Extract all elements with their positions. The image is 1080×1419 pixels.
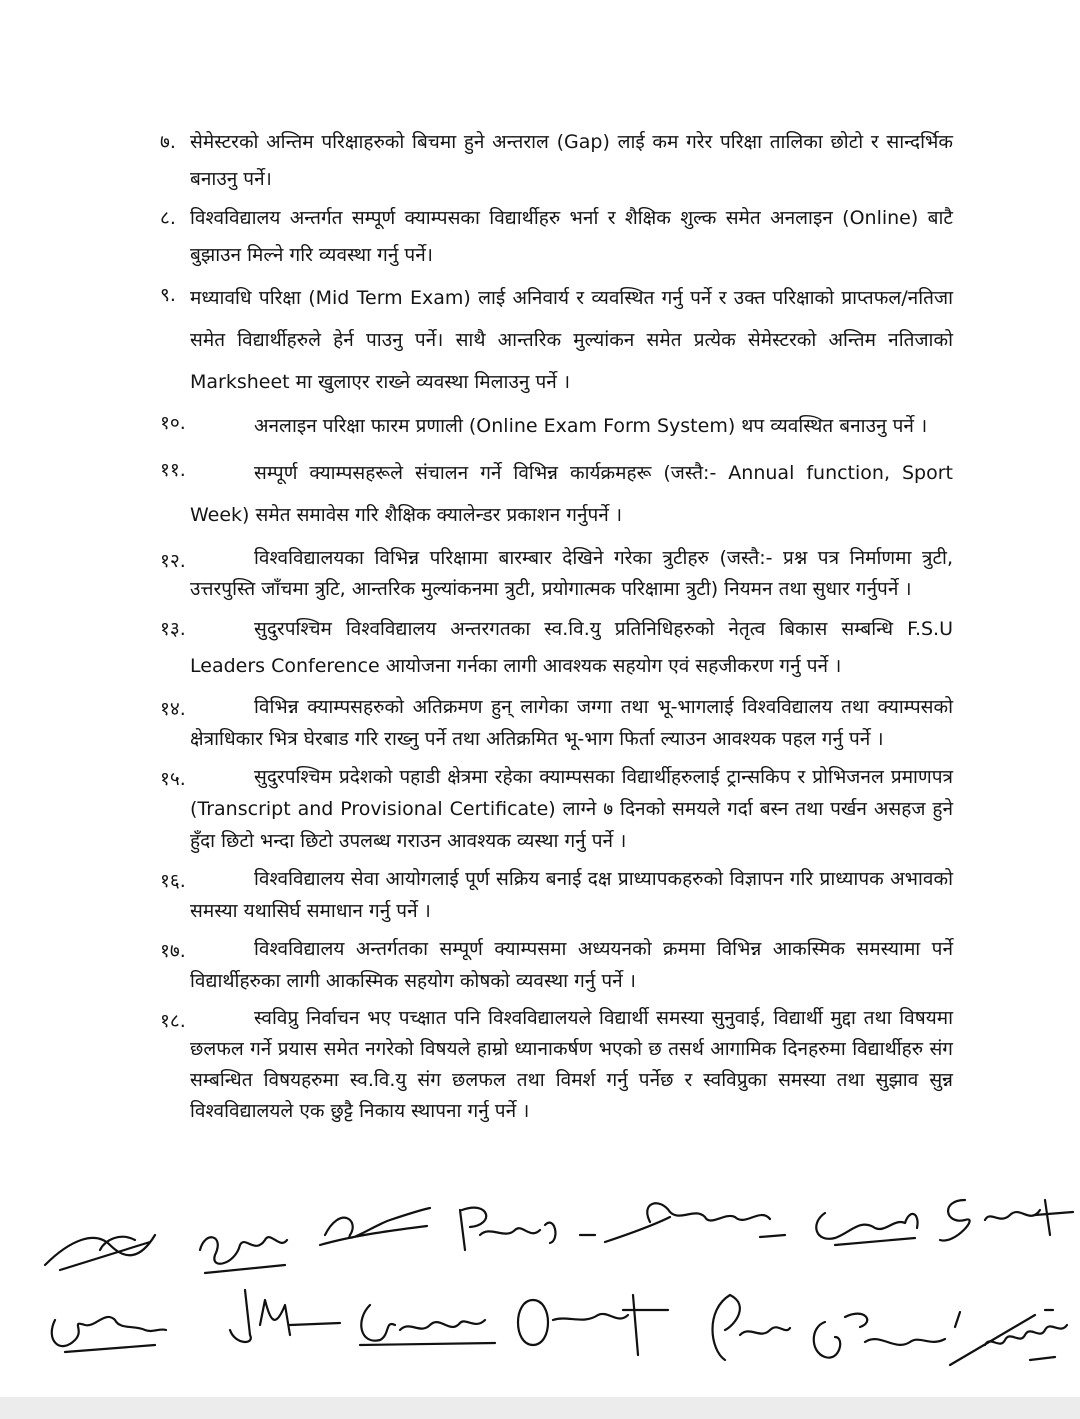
item-text: विश्वविद्यालय अन्तर्गत सम्पूर्ण क्याम्पसका विद्यार्थीहरु भर्ना र शैक्षिक शुल्क समेत अनलाइन (Online) बाटै बुझाउन मिल्ने गरि व्यवस्था गर्नु पर्ने। <box>190 207 953 266</box>
item-text: सुदुरपश्चिम विश्वविद्यालय अन्तरगतका स्व.वि.यु प्रतिनिधिहरुको नेतृत्व बिकास सम्बन्धि F.S.U Leaders Conference आयोजना गर्नका लागी आवश्यक सहयोग एवं सहजीकरण गर्नु पर्ने । <box>190 618 953 677</box>
signature-7 <box>935 1190 1075 1255</box>
item-text: सेमेस्टरको अन्तिम परिक्षाहरुको बिचमा हुने अन्तराल (Gap) लाई कम गरेर परिक्षा तालिका छोटो र सान्दर्भिक बनाउनु पर्ने। <box>190 131 953 190</box>
item-text: विभिन्न क्याम्पसहरुको अतिक्रमण हुन् लागेका जग्गा तथा भू-भागलाई विश्वविद्यालय तथा क्याम्पसको क्षेत्राधिकार भित्र घेरबाड गरि राख्नु पर्ने तथा अतिक्रमित भू-भाग फिर्ता ल्याउन आवश्यक पहल गर्नु पर्ने । <box>190 696 953 750</box>
signature-3 <box>315 1200 435 1255</box>
item-text: मध्यावधि परिक्षा (Mid Term Exam) लाई अनिवार्य र व्यवस्थित गर्नु पर्ने र उक्त परिक्षाको प्राप्तफल/नतिजा समेत विद्यार्थीहरुले हेर्न पाउनु पर्ने। साथै आन्तरिक मुल्यांकन समेत प्रत्येक सेमेस्टरको अन्तिम नतिजाको Marksheet मा खुलाएर राख्ने व्यवस्था मिलाउनु पर्ने । <box>190 287 953 393</box>
item-number: ७. <box>160 131 176 153</box>
item-text: विश्वविद्यालयका विभिन्न परिक्षामा बारम्बार देखिने गरेका त्रुटीहरु (जस्तै:- प्रश्न पत्र निर्माणमा त्रुटी, उत्तरपुस्ति जाँचमा त्रुटि, आन्तरिक मुल्यांकनमा त्रुटी, प्रयोगात्मक परिक्षामा त्रुटी) नियमन तथा सुधार गर्नुपर्ने । <box>190 547 953 600</box>
signature-4 <box>450 1195 600 1260</box>
list-item <box>0 543 1080 605</box>
item-number: १०. <box>160 412 186 434</box>
item-number: ८. <box>160 207 176 229</box>
item-number: १२. <box>160 550 186 572</box>
item-number: १८. <box>160 1010 186 1032</box>
list-item <box>0 124 1080 198</box>
signature-5 <box>600 1197 785 1252</box>
item-text: स्वविप्रु निर्वाचन भए पच्क्षात पनि विश्वविद्यालयले विद्यार्थी समस्या सुनुवाई, विद्यार्थी मुद्दा तथा विषयमा छलफल गर्ने प्रयास समेत नगरेको विषयले हाम्रो ध्यानाकर्षण भएको छ तसर्थ आगामिक दिनहरुमा विद्यार्थीहरु संग सम्बन्धित विषयहरुमा स्व.वि.यु संग छलफल तथा विमर्श गर्नु पर्नेछ र स्वविप्रुका समस्या तथा सुझाव सुन्न विश्वविद्यालयले एक छुट्टै निकाय स्थापना गर्नु पर्ने । <box>190 1007 953 1122</box>
signature-12 <box>700 1290 795 1370</box>
item-text: सम्पूर्ण क्याम्पसहरूले संचालन गर्ने विभिन्न कार्यक्रमहरू (जस्तै:- Annual function, Sport Week) समेत समावेस गरि शैक्षिक क्यालेन्डर प्रकाशन गर्नुपर्ने । <box>190 462 953 526</box>
item-number: ९. <box>160 284 176 306</box>
list-item <box>0 611 1080 685</box>
signature-14 <box>945 1295 1075 1370</box>
list-item <box>0 691 1080 755</box>
item-text: विश्वविद्यालय सेवा आयोगलाई पूर्ण सक्रिय बनाई दक्ष प्राध्यापकहरुको विज्ञापन गरि प्राध्यापक अभावको समस्या यथासिर्घ समाधान गर्नु पर्ने । <box>190 868 953 922</box>
demands-list <box>0 124 1080 1127</box>
list-item <box>0 761 1080 857</box>
item-number: १६. <box>160 870 186 892</box>
list-item <box>0 200 1080 274</box>
list-item <box>0 405 1080 447</box>
signatures-area <box>0 1185 1080 1395</box>
signature-9 <box>215 1285 345 1355</box>
item-number: १४. <box>160 698 186 720</box>
item-number: १७. <box>160 940 186 962</box>
list-item <box>0 933 1080 997</box>
list-item <box>0 863 1080 927</box>
item-number: ११. <box>160 459 186 481</box>
item-number: १५. <box>160 768 186 790</box>
page-bottom-edge <box>0 1397 1080 1419</box>
item-text: विश्वविद्यालय अन्तर्गतका सम्पूर्ण क्याम्पसमा अध्ययनको क्रममा विभिन्न आकस्मिक समस्यामा पर्ने विद्यार्थीहरुका लागी आकस्मिक सहयोग कोषको व्यवस्था गर्नु पर्ने । <box>190 938 953 992</box>
item-number: १३. <box>160 618 186 640</box>
signature-8 <box>40 1300 170 1360</box>
signature-6 <box>805 1203 925 1253</box>
signature-10 <box>350 1295 500 1355</box>
item-text: सुदुरपश्चिम प्रदेशको पहाडी क्षेत्रमा रहेका क्याम्पसका विद्यार्थीहरुलाई ट्रान्सकिप र प्रोभिजनल प्रमाणपत्र (Transcript and Provisional Certificate) लाग्ने ७ दिनको समयले गर्दा बस्न तथा पर्खन असहज हुने हुँदा छिटो भन्दा छिटो उपलब्ध गराउन आवश्यक व्यस्था गर्नु पर्ने । <box>190 766 953 852</box>
list-item <box>0 452 1080 536</box>
signature-13 <box>805 1297 965 1367</box>
signature-11 <box>508 1285 683 1360</box>
list-item <box>0 1003 1080 1127</box>
signature-1 <box>40 1220 180 1280</box>
list-item <box>0 277 1080 403</box>
item-text: अनलाइन परिक्षा फारम प्रणाली (Online Exam Form System) थप व्यवस्थित बनाउनु पर्ने । <box>254 415 928 437</box>
signature-2 <box>195 1225 295 1280</box>
